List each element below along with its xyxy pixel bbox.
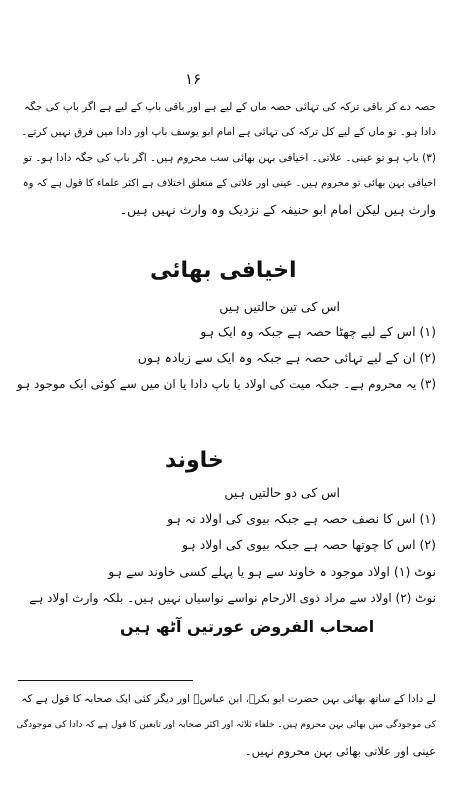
footnote-line-1: لے دادا کے ساتھ بھائی بہن حضرت ابو بکرؓ، ابن عباسؓ اور دیگر کئی ایک صحابہ کا قول ہے کہ [21, 693, 436, 705]
footnote-line-3: عینی اور علاتی بھائی بہن محروم نہیں۔ [244, 744, 436, 758]
intro-line-5: وارث ہیں لیکن امام ابو حنیفہ کے نزدیک وہ وارث نہیں ہیں۔ [119, 202, 436, 217]
intro-line-1: حصہ دے کر باقی ترکہ کی تہائی حصہ ماں کے لیے ہے اور باقی باپ کے لیے ہے اگر باپ کی جگہ [23, 101, 436, 113]
footnote-line-2: کی موجودگی میں بھائی بہن محروم ہیں۔ خلفاء ثلاثہ اور اکثر صحابہ اور تابعین کا قول ہے کہ دادا کی موجودگی [16, 720, 436, 730]
section2-note-2: نوٹ (۲) اولاد سے مراد ذوی الارحام نواسے نواسیاں نہیں ہیں۔ بلکہ وارث اولاد ہے [29, 591, 436, 605]
intro-line-4: اخیافی بہن بھائی تو محروم ہیں۔ عینی اور علاتی کے متعلق اختلاف ہے اکثر علماء کا قول ہے کہ وہ [22, 178, 436, 189]
section2-item-2: (۲) اس کا چوتھا حصہ ہے جبکہ بیوی کی اولاد ہو [181, 537, 436, 552]
section2-item-1: (۱) اس کا نصف حصہ ہے جبکہ بیوی کی اولاد نہ ہو [167, 511, 436, 526]
section2-closing-heading: اصحاب الفروض عورتیں آٹھ ہیں [120, 617, 375, 636]
section1-item-3: (۳) یہ محروم ہے۔ جبکہ میت کی اولاد یا باپ دادا یا ان میں سے کوئی ایک موجود ہو [16, 377, 436, 391]
footnote-divider [18, 680, 193, 681]
section2-note-1: نوٹ (۱) اولاد موجود ہ خاوند سے ہو یا پہلے کسی خاوند سے ہو [108, 564, 436, 579]
section-heading-akhyafi-bhai: اخیافی بھائی [150, 258, 297, 283]
intro-line-3: (۳) باپ ہو تو عینی۔ علاتی۔ اخیافی بہن بھائی سب محروم ہیں۔ اگر باپ کی جگہ دادا ہو۔ تو [23, 152, 436, 164]
intro-line-2: دادا ہو۔ تو ماں کے لیے کل ترکہ کی تہائی ہے امام ابو یوسف باپ اور دادا میں فرق نہیں کرتے۔ [21, 126, 436, 138]
section1-item-1: (۱) اس کے لیے چھٹا حصہ ہے جبکہ وہ ایک ہو [200, 324, 436, 339]
section1-intro: اس کی تین حالتیں ہیں [219, 299, 340, 314]
section2-intro: اس کی دو حالتیں ہیں [224, 485, 340, 500]
page-number: ۱۶ [185, 70, 202, 88]
section-heading-khawand: خاوند [165, 448, 224, 473]
section1-item-2: (۲) ان کے لیے تہائی حصہ ہے جبکہ وہ ایک سے زیادہ ہوں [137, 350, 436, 365]
